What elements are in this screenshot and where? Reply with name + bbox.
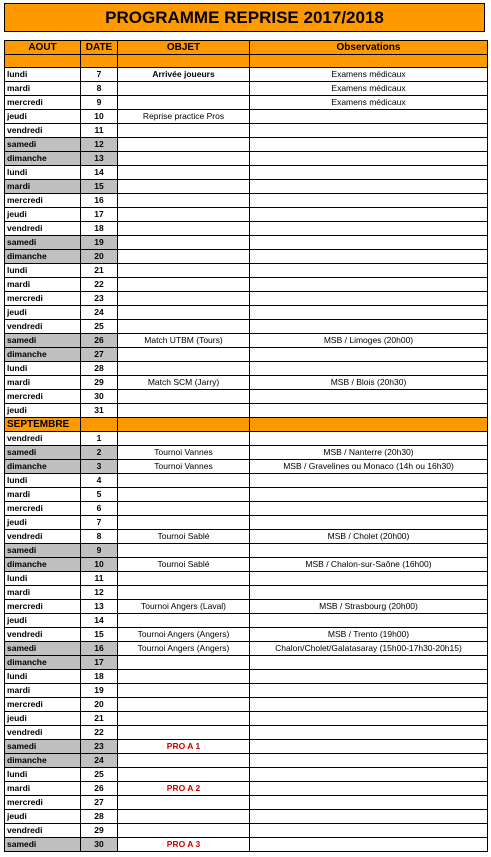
- month-row: [5, 418, 488, 432]
- header-observations: Observations: [250, 41, 488, 55]
- objet-cell: [118, 656, 250, 670]
- date-cell: 13: [81, 600, 118, 614]
- table-row: [5, 334, 488, 348]
- observations-cell: [250, 614, 488, 628]
- date-cell: 14: [81, 166, 118, 180]
- day-cell: vendredi: [5, 124, 81, 138]
- observations-cell: [250, 320, 488, 334]
- table-row: [5, 68, 488, 82]
- objet-cell: [118, 250, 250, 264]
- table-row: [5, 138, 488, 152]
- observations-cell: MSB / Nanterre (20h30): [250, 446, 488, 460]
- table-row: [5, 222, 488, 236]
- table-row: [5, 250, 488, 264]
- observations-cell: [250, 712, 488, 726]
- observations-cell: [250, 544, 488, 558]
- observations-cell: [250, 236, 488, 250]
- table-row: [5, 796, 488, 810]
- header-month: AOUT: [5, 41, 81, 55]
- header-band-row: [5, 55, 488, 68]
- date-cell: 13: [81, 152, 118, 166]
- table-row: [5, 278, 488, 292]
- objet-cell: [118, 516, 250, 530]
- date-cell: 8: [81, 82, 118, 96]
- objet-cell: PRO A 2: [118, 782, 250, 796]
- table-row: [5, 376, 488, 390]
- table-row: [5, 712, 488, 726]
- table-row: [5, 194, 488, 208]
- objet-cell: Tournoi Vannes: [118, 446, 250, 460]
- observations-cell: [250, 726, 488, 740]
- observations-cell: [250, 796, 488, 810]
- objet-cell: Tournoi Angers (Laval): [118, 600, 250, 614]
- table-row: [5, 348, 488, 362]
- objet-cell: [118, 488, 250, 502]
- observations-cell: [250, 390, 488, 404]
- table-row: [5, 768, 488, 782]
- observations-cell: [250, 222, 488, 236]
- date-cell: 24: [81, 754, 118, 768]
- table-row: [5, 446, 488, 460]
- observations-cell: [250, 432, 488, 446]
- observations-cell: [250, 138, 488, 152]
- objet-cell: [118, 96, 250, 110]
- observations-cell: [250, 124, 488, 138]
- objet-cell: [118, 768, 250, 782]
- observations-cell: [250, 362, 488, 376]
- table-row: [5, 152, 488, 166]
- observations-cell: [250, 152, 488, 166]
- date-cell: 28: [81, 810, 118, 824]
- observations-cell: [250, 348, 488, 362]
- table-row: [5, 208, 488, 222]
- table-row: [5, 236, 488, 250]
- date-cell: 23: [81, 292, 118, 306]
- objet-cell: Tournoi Angers (Angers): [118, 628, 250, 642]
- date-cell: 3: [81, 460, 118, 474]
- band-cell: [5, 55, 81, 68]
- date-cell: 23: [81, 740, 118, 754]
- day-cell: samedi: [5, 544, 81, 558]
- date-cell: 22: [81, 278, 118, 292]
- day-cell: lundi: [5, 362, 81, 376]
- objet-cell: [118, 614, 250, 628]
- day-cell: mercredi: [5, 194, 81, 208]
- objet-cell: [118, 348, 250, 362]
- day-cell: lundi: [5, 68, 81, 82]
- observations-cell: [250, 670, 488, 684]
- table-row: [5, 810, 488, 824]
- day-cell: mercredi: [5, 96, 81, 110]
- day-cell: samedi: [5, 838, 81, 852]
- date-cell: 7: [81, 68, 118, 82]
- observations-cell: [250, 306, 488, 320]
- date-cell: 16: [81, 194, 118, 208]
- day-cell: mardi: [5, 782, 81, 796]
- day-cell: vendredi: [5, 530, 81, 544]
- day-cell: dimanche: [5, 152, 81, 166]
- observations-cell: [250, 740, 488, 754]
- table-row: [5, 782, 488, 796]
- observations-cell: [250, 684, 488, 698]
- observations-cell: [250, 838, 488, 852]
- date-cell: 15: [81, 628, 118, 642]
- observations-cell: [250, 586, 488, 600]
- objet-cell: PRO A 3: [118, 838, 250, 852]
- day-cell: vendredi: [5, 824, 81, 838]
- observations-cell: MSB / Cholet (20h00): [250, 530, 488, 544]
- day-cell: dimanche: [5, 348, 81, 362]
- day-cell: mardi: [5, 82, 81, 96]
- day-cell: jeudi: [5, 306, 81, 320]
- date-cell: 9: [81, 544, 118, 558]
- table-row: [5, 460, 488, 474]
- objet-cell: [118, 796, 250, 810]
- observations-cell: MSB / Limoges (20h00): [250, 334, 488, 348]
- table-row: [5, 96, 488, 110]
- table-row: [5, 544, 488, 558]
- objet-cell: [118, 152, 250, 166]
- table-row: [5, 82, 488, 96]
- date-cell: 18: [81, 670, 118, 684]
- date-cell: 10: [81, 110, 118, 124]
- table-row: [5, 320, 488, 334]
- page-title: PROGRAMME REPRISE 2017/2018: [4, 3, 485, 32]
- table-row: [5, 306, 488, 320]
- objet-cell: PRO A 1: [118, 740, 250, 754]
- table-row: [5, 432, 488, 446]
- band-cell: [250, 55, 488, 68]
- day-cell: mercredi: [5, 698, 81, 712]
- date-cell: 29: [81, 376, 118, 390]
- day-cell: mercredi: [5, 390, 81, 404]
- date-cell: 20: [81, 698, 118, 712]
- objet-cell: [118, 502, 250, 516]
- observations-cell: [250, 768, 488, 782]
- day-cell: mardi: [5, 684, 81, 698]
- objet-cell: Tournoi Angers (Angers): [118, 642, 250, 656]
- table-row: [5, 166, 488, 180]
- observations-cell: [250, 754, 488, 768]
- month-cell: [81, 418, 118, 432]
- date-cell: 1: [81, 432, 118, 446]
- month-label: SEPTEMBRE: [5, 418, 81, 432]
- day-cell: samedi: [5, 334, 81, 348]
- objet-cell: [118, 180, 250, 194]
- day-cell: lundi: [5, 166, 81, 180]
- date-cell: 25: [81, 320, 118, 334]
- observations-cell: [250, 502, 488, 516]
- date-cell: 17: [81, 208, 118, 222]
- table-row: [5, 572, 488, 586]
- objet-cell: Tournoi Sablé: [118, 530, 250, 544]
- table-row: [5, 110, 488, 124]
- day-cell: mercredi: [5, 796, 81, 810]
- table-row: [5, 642, 488, 656]
- month-cell: [118, 418, 250, 432]
- objet-cell: Arrivée joueurs: [118, 68, 250, 82]
- date-cell: 14: [81, 614, 118, 628]
- observations-cell: [250, 110, 488, 124]
- observations-cell: Examens médicaux: [250, 82, 488, 96]
- day-cell: vendredi: [5, 628, 81, 642]
- day-cell: samedi: [5, 138, 81, 152]
- observations-cell: [250, 250, 488, 264]
- objet-cell: [118, 222, 250, 236]
- day-cell: mercredi: [5, 600, 81, 614]
- table-row: [5, 404, 488, 418]
- objet-cell: [118, 306, 250, 320]
- observations-cell: MSB / Strasbourg (20h00): [250, 600, 488, 614]
- day-cell: lundi: [5, 474, 81, 488]
- table-row: [5, 726, 488, 740]
- date-cell: 5: [81, 488, 118, 502]
- observations-cell: MSB / Gravelines ou Monaco (14h ou 16h30): [250, 460, 488, 474]
- schedule-body: [5, 41, 488, 852]
- date-cell: 22: [81, 726, 118, 740]
- objet-cell: Match UTBM (Tours): [118, 334, 250, 348]
- table-row: [5, 390, 488, 404]
- objet-cell: [118, 572, 250, 586]
- date-cell: 25: [81, 768, 118, 782]
- table-row: [5, 656, 488, 670]
- day-cell: dimanche: [5, 250, 81, 264]
- date-cell: 6: [81, 502, 118, 516]
- table-row: [5, 824, 488, 838]
- day-cell: samedi: [5, 446, 81, 460]
- day-cell: samedi: [5, 642, 81, 656]
- band-cell: [118, 55, 250, 68]
- table-row: [5, 754, 488, 768]
- objet-cell: [118, 292, 250, 306]
- observations-cell: Chalon/Cholet/Galatasaray (15h00-17h30-20h15): [250, 642, 488, 656]
- observations-cell: [250, 278, 488, 292]
- day-cell: samedi: [5, 236, 81, 250]
- day-cell: lundi: [5, 264, 81, 278]
- day-cell: dimanche: [5, 558, 81, 572]
- day-cell: mercredi: [5, 502, 81, 516]
- day-cell: jeudi: [5, 712, 81, 726]
- objet-cell: [118, 824, 250, 838]
- objet-cell: [118, 404, 250, 418]
- observations-cell: [250, 572, 488, 586]
- objet-cell: [118, 236, 250, 250]
- observations-cell: [250, 292, 488, 306]
- objet-cell: [118, 684, 250, 698]
- table-row: [5, 516, 488, 530]
- observations-cell: MSB / Trento (19h00): [250, 628, 488, 642]
- header-row: [5, 41, 488, 55]
- date-cell: 11: [81, 572, 118, 586]
- observations-cell: [250, 180, 488, 194]
- objet-cell: Tournoi Vannes: [118, 460, 250, 474]
- day-cell: jeudi: [5, 110, 81, 124]
- table-row: [5, 628, 488, 642]
- observations-cell: [250, 824, 488, 838]
- day-cell: dimanche: [5, 754, 81, 768]
- table-row: [5, 362, 488, 376]
- objet-cell: [118, 208, 250, 222]
- day-cell: dimanche: [5, 460, 81, 474]
- month-cell: [250, 418, 488, 432]
- table-row: [5, 180, 488, 194]
- objet-cell: [118, 698, 250, 712]
- table-row: [5, 586, 488, 600]
- table-row: [5, 124, 488, 138]
- observations-cell: [250, 166, 488, 180]
- day-cell: jeudi: [5, 208, 81, 222]
- objet-cell: Reprise practice Pros: [118, 110, 250, 124]
- day-cell: mercredi: [5, 292, 81, 306]
- date-cell: 28: [81, 362, 118, 376]
- observations-cell: [250, 698, 488, 712]
- day-cell: jeudi: [5, 404, 81, 418]
- day-cell: mardi: [5, 278, 81, 292]
- band-cell: [81, 55, 118, 68]
- date-cell: 16: [81, 642, 118, 656]
- table-row: [5, 698, 488, 712]
- observations-cell: [250, 782, 488, 796]
- observations-cell: MSB / Chalon-sur-Saône (16h00): [250, 558, 488, 572]
- objet-cell: [118, 124, 250, 138]
- observations-cell: [250, 194, 488, 208]
- date-cell: 19: [81, 236, 118, 250]
- day-cell: jeudi: [5, 516, 81, 530]
- date-cell: 10: [81, 558, 118, 572]
- table-row: [5, 838, 488, 852]
- date-cell: 9: [81, 96, 118, 110]
- date-cell: 12: [81, 586, 118, 600]
- objet-cell: [118, 390, 250, 404]
- observations-cell: MSB / Blois (20h30): [250, 376, 488, 390]
- date-cell: 15: [81, 180, 118, 194]
- observations-cell: [250, 404, 488, 418]
- day-cell: vendredi: [5, 432, 81, 446]
- table-row: [5, 740, 488, 754]
- table-row: [5, 264, 488, 278]
- date-cell: 27: [81, 796, 118, 810]
- observations-cell: [250, 810, 488, 824]
- date-cell: 30: [81, 838, 118, 852]
- observations-cell: [250, 264, 488, 278]
- date-cell: 29: [81, 824, 118, 838]
- objet-cell: [118, 138, 250, 152]
- date-cell: 21: [81, 712, 118, 726]
- table-row: [5, 502, 488, 516]
- day-cell: lundi: [5, 572, 81, 586]
- day-cell: jeudi: [5, 614, 81, 628]
- day-cell: vendredi: [5, 320, 81, 334]
- header-objet: OBJET: [118, 41, 250, 55]
- objet-cell: [118, 474, 250, 488]
- date-cell: 26: [81, 334, 118, 348]
- objet-cell: [118, 82, 250, 96]
- date-cell: 4: [81, 474, 118, 488]
- table-row: [5, 530, 488, 544]
- objet-cell: [118, 544, 250, 558]
- objet-cell: [118, 362, 250, 376]
- date-cell: 11: [81, 124, 118, 138]
- date-cell: 27: [81, 348, 118, 362]
- date-cell: 24: [81, 306, 118, 320]
- table-row: [5, 292, 488, 306]
- table-row: [5, 474, 488, 488]
- objet-cell: [118, 166, 250, 180]
- date-cell: 2: [81, 446, 118, 460]
- day-cell: mardi: [5, 586, 81, 600]
- observations-cell: Examens médicaux: [250, 96, 488, 110]
- date-cell: 8: [81, 530, 118, 544]
- table-row: [5, 600, 488, 614]
- observations-cell: [250, 516, 488, 530]
- observations-cell: [250, 488, 488, 502]
- day-cell: mardi: [5, 488, 81, 502]
- day-cell: lundi: [5, 670, 81, 684]
- objet-cell: [118, 432, 250, 446]
- date-cell: 17: [81, 656, 118, 670]
- table-row: [5, 488, 488, 502]
- objet-cell: [118, 726, 250, 740]
- day-cell: mardi: [5, 376, 81, 390]
- table-row: [5, 670, 488, 684]
- observations-cell: [250, 474, 488, 488]
- schedule-table: [4, 40, 488, 852]
- date-cell: 26: [81, 782, 118, 796]
- objet-cell: [118, 278, 250, 292]
- table-row: [5, 684, 488, 698]
- date-cell: 30: [81, 390, 118, 404]
- date-cell: 20: [81, 250, 118, 264]
- objet-cell: Match SCM (Jarry): [118, 376, 250, 390]
- day-cell: samedi: [5, 740, 81, 754]
- objet-cell: [118, 320, 250, 334]
- date-cell: 12: [81, 138, 118, 152]
- objet-cell: [118, 754, 250, 768]
- date-cell: 19: [81, 684, 118, 698]
- objet-cell: [118, 670, 250, 684]
- day-cell: mardi: [5, 180, 81, 194]
- observations-cell: [250, 656, 488, 670]
- observations-cell: [250, 208, 488, 222]
- date-cell: 7: [81, 516, 118, 530]
- objet-cell: Tournoi Sablé: [118, 558, 250, 572]
- objet-cell: [118, 712, 250, 726]
- observations-cell: Examens médicaux: [250, 68, 488, 82]
- header-date: DATE: [81, 41, 118, 55]
- objet-cell: [118, 586, 250, 600]
- day-cell: dimanche: [5, 656, 81, 670]
- day-cell: lundi: [5, 768, 81, 782]
- day-cell: vendredi: [5, 222, 81, 236]
- date-cell: 18: [81, 222, 118, 236]
- table-row: [5, 614, 488, 628]
- objet-cell: [118, 194, 250, 208]
- day-cell: vendredi: [5, 726, 81, 740]
- objet-cell: [118, 810, 250, 824]
- objet-cell: [118, 264, 250, 278]
- table-row: [5, 558, 488, 572]
- date-cell: 21: [81, 264, 118, 278]
- day-cell: jeudi: [5, 810, 81, 824]
- date-cell: 31: [81, 404, 118, 418]
